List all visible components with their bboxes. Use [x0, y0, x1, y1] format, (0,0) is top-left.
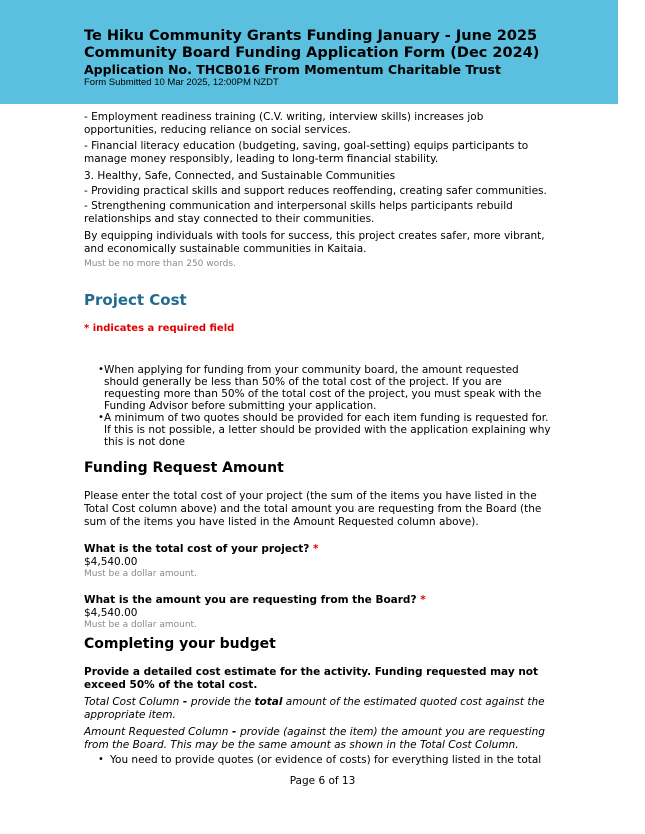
answer-paragraph: - Financial literacy education (budgeting, saving, goal-setting) equips participants to manage money responsibly, leading to long-term financial stability. — [84, 140, 529, 165]
answer-paragraph: 3. Healthy, Safe, Connected, and Sustainable Communities — [84, 170, 396, 182]
word-limit-hint: Must be no more than 250 words. — [84, 259, 236, 269]
budget-list — [84, 754, 552, 766]
answer-paragraph: - Employment readiness training (C.V. writing, interview skills) increases job opportunities, reducing reliance on social services. — [84, 111, 484, 136]
required-star: * — [312, 543, 319, 555]
subsection-title: Completing your budget — [84, 636, 276, 652]
required-star: * — [420, 594, 426, 606]
total-cost-value: $4,540.00 — [84, 556, 138, 568]
page-number: Page 6 of 13 — [289, 775, 356, 787]
funding-request-section — [84, 460, 552, 631]
funding-description: Please enter the total cost of your project (the sum of the items you have listed in the Total Cost column above) and the total amount you are requesting from the Board (the sum of the items you have listed in the Amount Requested column above). — [84, 490, 542, 528]
amount-requested-column-note: Amount Requested Column - provide (against the item) the amount you are requesting from the Board. This may be the same amount as shown in the Total Cost Column. — [84, 726, 545, 751]
required-field-note: * indicates a required field — [84, 323, 235, 334]
guideline-list — [84, 364, 552, 448]
section-title: Project Cost — [84, 291, 187, 309]
project-cost-section — [84, 291, 552, 334]
answer-paragraph: - Providing practical skills and support reduces reoffending, creating safer communities. — [84, 185, 547, 197]
budget-instruction: Provide a detailed cost estimate for the activity. Funding requested may not exceed 50% of the total cost. — [84, 666, 539, 691]
header-subtitle: Community Board Funding Application Form (Dec 2024) — [84, 45, 540, 61]
header-title: Te Hiku Community Grants Funding January - June 2025 — [84, 28, 538, 44]
dollar-amount-hint: Must be a dollar amount. — [84, 569, 197, 579]
submitted-date: Form Submitted 10 Mar 2025, 12:00PM NZDT — [84, 77, 279, 88]
question-amount-requested: What is the amount you are requesting from the Board? * — [84, 594, 426, 606]
subsection-title: Funding Request Amount — [84, 460, 284, 476]
dollar-amount-hint: Must be a dollar amount. — [84, 620, 197, 630]
answer-paragraph: By equipping individuals with tools for success, this project creates safer, more vibrant, and economically sustainable communities in Kaitaia. — [84, 230, 545, 255]
list-item: • You need to provide quotes (or evidence of costs) for everything listed in the total — [84, 754, 552, 766]
question-total-cost: What is the total cost of your project? * — [84, 543, 319, 555]
budget-section — [84, 636, 552, 766]
application-number: Application No. THCB016 From Momentum Charitable Trust — [84, 62, 501, 77]
answer-continuation — [84, 111, 552, 270]
amount-requested-value: $4,540.00 — [84, 607, 138, 619]
list-item: • When applying for funding from your community board, the amount requested should generally be less than 50% of the total cost of the project. If you are requesting more than 50% of the total cost of the project, you must speak with the Funding Advisor before submitting your application. — [84, 364, 552, 412]
list-item: • A minimum of two quotes should be provided for each item funding is requested for. If this is not possible, a letter should be provided with the application explaining why this is not done — [84, 412, 552, 448]
guideline-list-wrapper — [84, 364, 552, 448]
total-cost-column-note: Total Cost Column - provide the total amount of the estimated quoted cost against the appropriate item. — [84, 696, 545, 721]
answer-paragraph: - Strengthening communication and interpersonal skills helps participants rebuild relationships and stay connected to their communities. — [84, 200, 513, 225]
form-header — [0, 0, 618, 104]
